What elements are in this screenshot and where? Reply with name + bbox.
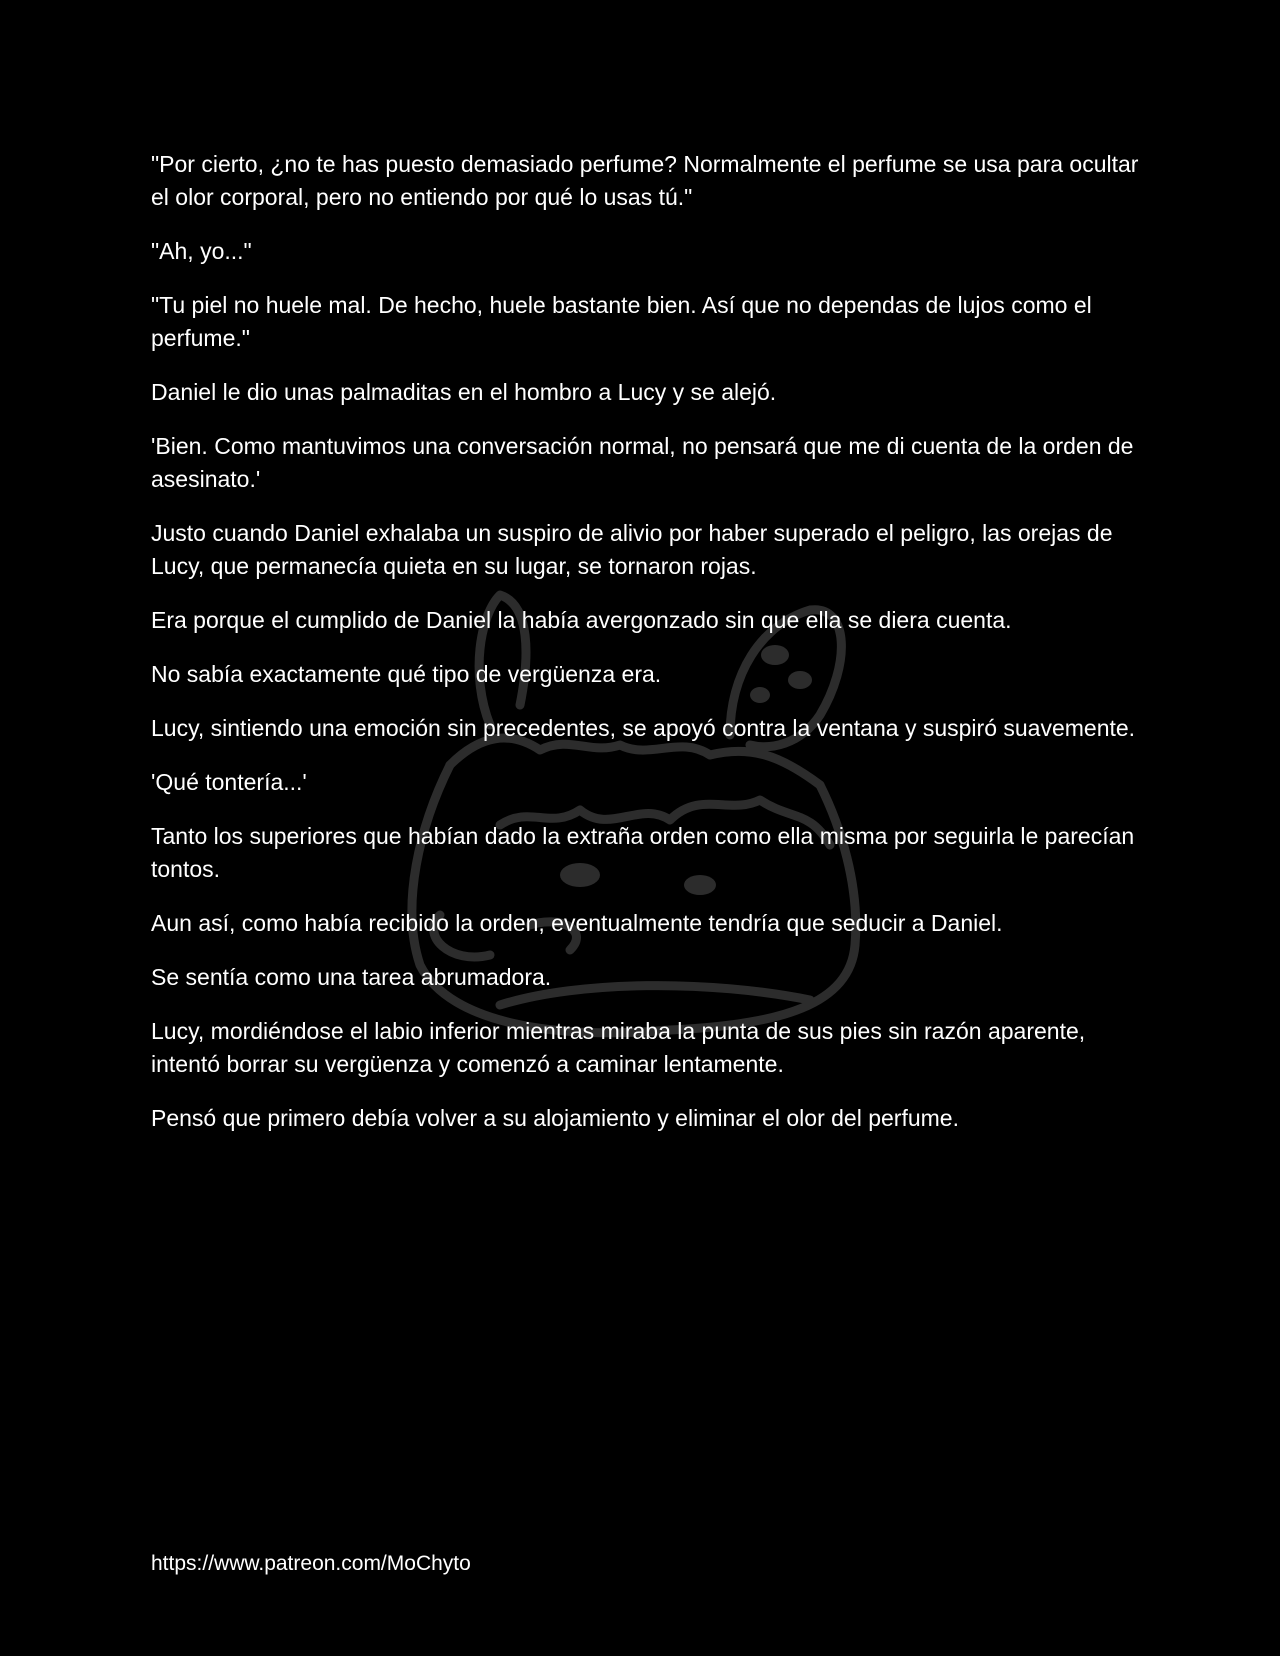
paragraph: Lucy, sintiendo una emoción sin precedentes, se apoyó contra la ventana y suspiró suavemente.: [151, 715, 1136, 741]
paragraph: Se sentía como una tarea abrumadora.: [151, 964, 552, 990]
paragraph: "Tu piel no huele mal. De hecho, huele bastante bien. Así que no dependas de lujos como el perfume.": [151, 292, 1092, 351]
paragraph: Tanto los superiores que habían dado la extraña orden como ella misma por seguirla le parecían tontos.: [151, 823, 1135, 882]
paragraph: Era porque el cumplido de Daniel la había avergonzado sin que ella se diera cuenta.: [151, 607, 1012, 633]
paragraph: Lucy, mordiéndose el labio inferior mientras miraba la punta de sus pies sin razón aparente, intentó borrar su vergüenza y comenzó a caminar lentamente.: [151, 1018, 1086, 1077]
paragraph: "Por cierto, ¿no te has puesto demasiado perfume? Normalmente el perfume se usa para ocultar el olor corporal, pero no entiendo por qué lo usas tú.": [151, 151, 1139, 210]
paragraph: 'Qué tontería...': [151, 769, 307, 795]
paragraph: Daniel le dio unas palmaditas en el hombro a Lucy y se alejó.: [151, 379, 777, 405]
paragraph: Pensó que primero debía volver a su alojamiento y eliminar el olor del perfume.: [151, 1105, 959, 1131]
story-text: [151, 148, 1141, 1156]
patreon-link[interactable]: https://www.patreon.com/MoChyto: [151, 1552, 471, 1575]
paragraph: No sabía exactamente qué tipo de vergüenza era.: [151, 661, 662, 687]
paragraph: Aun así, como había recibido la orden, eventualmente tendría que seducir a Daniel.: [151, 910, 1003, 936]
paragraph: "Ah, yo...": [151, 238, 252, 264]
paragraph: 'Bien. Como mantuvimos una conversación normal, no pensará que me di cuenta de la orden de asesinato.': [151, 433, 1134, 492]
paragraph: Justo cuando Daniel exhalaba un suspiro de alivio por haber superado el peligro, las orejas de Lucy, que permanecía quieta en su lugar, se tornaron rojas.: [151, 520, 1113, 579]
